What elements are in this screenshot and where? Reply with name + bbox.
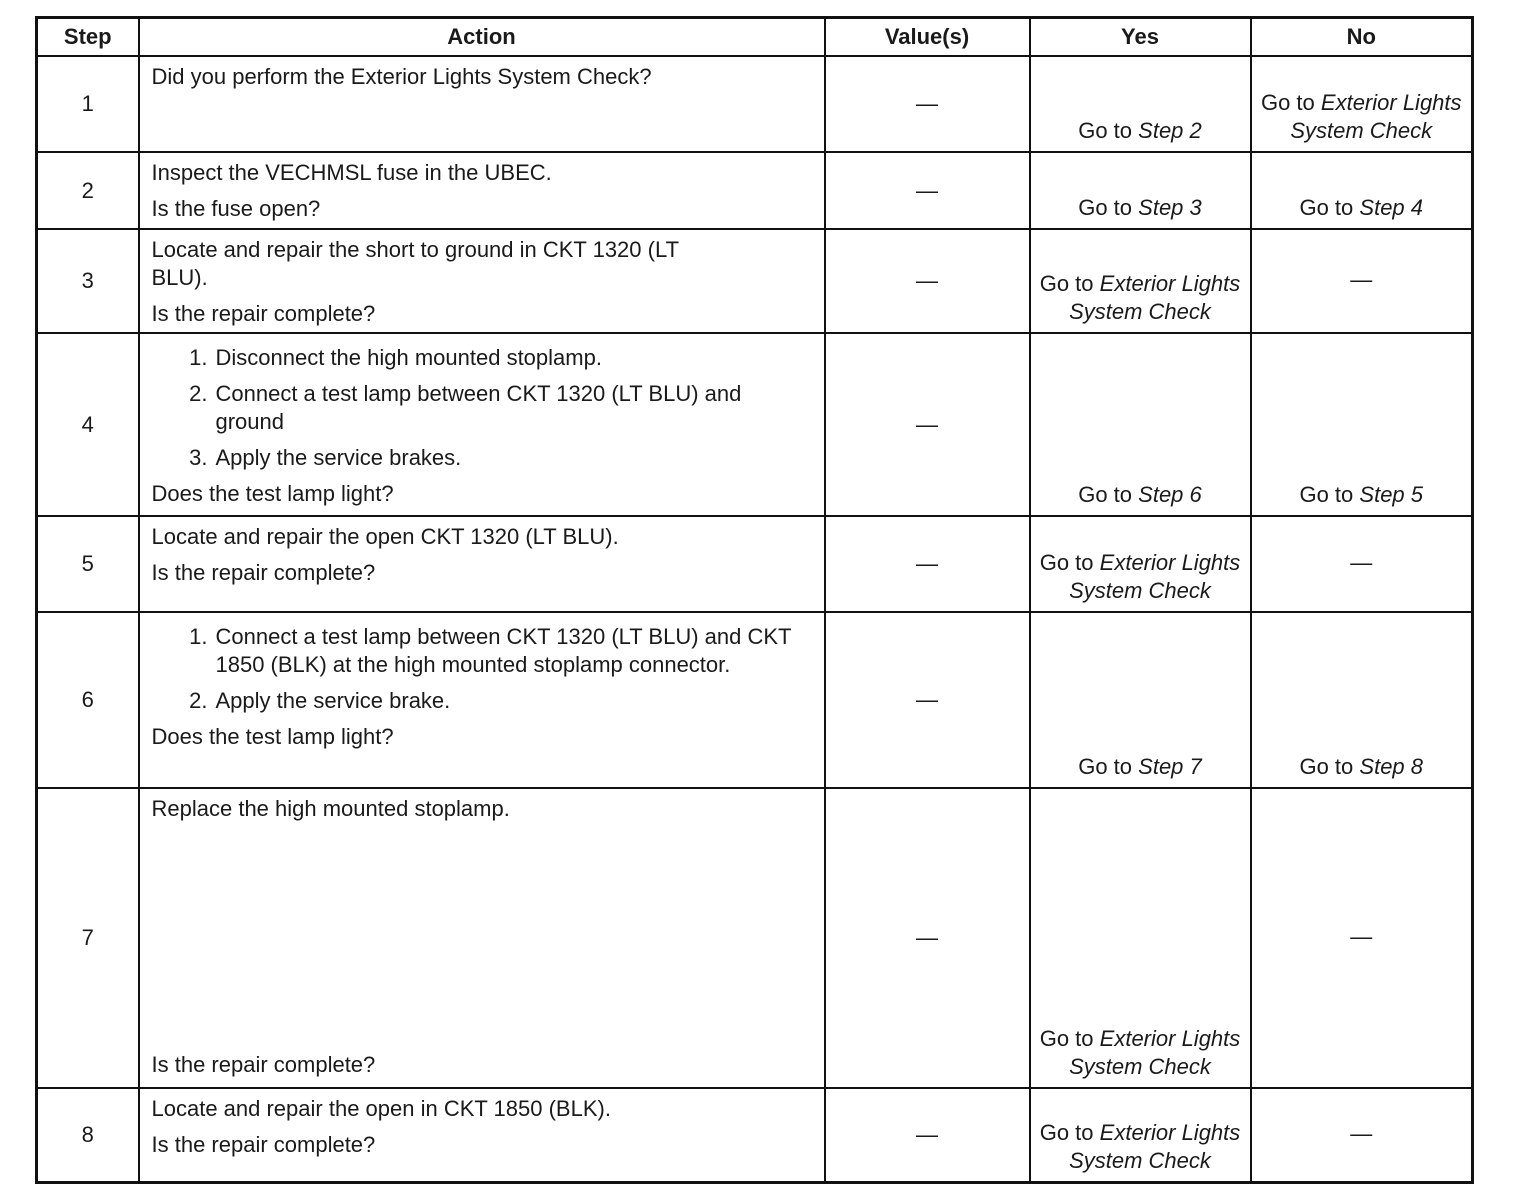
no-cell: —: [1251, 229, 1473, 333]
list-item: [152, 444, 812, 472]
list-item: [152, 623, 812, 679]
value-cell: —: [825, 152, 1030, 229]
diagnostic-table: [35, 16, 1474, 1184]
action-text: Locate and repair the open CKT 1320 (LT BLU).: [151, 524, 619, 549]
yes-cell: [1030, 229, 1251, 333]
list-item: [152, 380, 812, 436]
action-question: Does the test lamp light?: [151, 724, 394, 749]
value-cell: —: [825, 788, 1030, 1088]
list-item-text: Disconnect the high mounted stoplamp.: [215, 345, 602, 370]
value-cell: —: [825, 516, 1030, 612]
value-cell: —: [825, 333, 1030, 516]
table-row-step-8: [37, 1088, 1473, 1182]
action-text: Inspect the VECHMSL fuse in the UBEC.: [151, 160, 552, 185]
yes-cell: [1030, 516, 1251, 612]
yes-target-link[interactable]: Exterior Lights System Check: [1069, 271, 1241, 324]
list-item: [152, 344, 812, 372]
yes-target-link[interactable]: Step 7: [1138, 754, 1202, 779]
value-cell: —: [825, 229, 1030, 333]
step-number: 4: [37, 333, 139, 516]
list-item-text: Apply the service brake.: [215, 688, 451, 713]
list-item: [152, 687, 812, 715]
list-item-text: Connect a test lamp between CKT 1320 (LT BLU) and CKT 1850 (BLK) at the high mounted stoplamp connector.: [215, 624, 792, 677]
yes-cell: [1030, 56, 1251, 152]
yes-target-link[interactable]: Step 6: [1138, 482, 1202, 507]
yes-cell: [1030, 788, 1251, 1088]
yes-prefix: Go to: [1078, 195, 1133, 220]
yes-prefix: Go to: [1039, 271, 1094, 296]
instruction-list: [152, 344, 812, 472]
yes-prefix: Go to: [1039, 1026, 1094, 1051]
yes-target-link[interactable]: Step 3: [1138, 195, 1202, 220]
table-row-step-6: [37, 612, 1473, 788]
yes-prefix: Go to: [1078, 118, 1133, 143]
yes-cell: [1030, 612, 1251, 788]
action-cell: [139, 612, 825, 788]
header-no: No: [1251, 18, 1473, 57]
step-number: 6: [37, 612, 139, 788]
action-cell: [139, 229, 825, 333]
action-text: Did you perform the Exterior Lights System Check?: [151, 64, 652, 89]
no-target-link[interactable]: Step 8: [1359, 754, 1424, 779]
header-action: Action: [139, 18, 825, 57]
header-values: Value(s): [825, 18, 1030, 57]
list-item-number: 1.: [189, 345, 208, 370]
yes-prefix: Go to: [1039, 1119, 1094, 1145]
yes-prefix: Go to: [1078, 754, 1133, 779]
no-cell: —: [1251, 1088, 1473, 1182]
yes-prefix: Go to: [1078, 482, 1133, 507]
action-question: Is the repair complete?: [151, 1052, 376, 1077]
no-cell: [1251, 612, 1473, 788]
yes-prefix: Go to: [1039, 550, 1094, 575]
no-cell: [1251, 152, 1473, 229]
action-cell: [139, 788, 825, 1088]
list-item-number: 2.: [189, 688, 208, 713]
table-row-step-5: [37, 516, 1473, 612]
yes-target-link[interactable]: Step 2: [1138, 118, 1202, 143]
no-cell: [1251, 56, 1473, 152]
value-cell: —: [825, 612, 1030, 788]
action-cell: [139, 1088, 825, 1182]
step-number: 8: [37, 1088, 139, 1182]
list-item-number: 1.: [189, 624, 208, 649]
no-cell: —: [1251, 516, 1473, 612]
no-cell: —: [1251, 788, 1473, 1088]
action-text: Locate and repair the short to ground in CKT 1320 (LT BLU).: [151, 237, 679, 290]
yes-cell: [1030, 1088, 1251, 1182]
value-cell: —: [825, 56, 1030, 152]
step-number: 5: [37, 516, 139, 612]
action-question: Is the fuse open?: [151, 196, 321, 221]
no-target-link[interactable]: Step 5: [1359, 482, 1424, 507]
yes-cell: [1030, 333, 1251, 516]
yes-target-link[interactable]: Exterior Lights System Check: [1069, 1119, 1241, 1173]
action-question: Is the repair complete?: [151, 301, 376, 326]
header-yes: Yes: [1030, 18, 1251, 57]
no-target-link[interactable]: Step 4: [1359, 195, 1424, 220]
value-cell: —: [825, 1088, 1030, 1182]
no-prefix: Go to: [1299, 195, 1354, 220]
header-step: Step: [37, 18, 139, 57]
action-question: Is the repair complete?: [151, 560, 376, 585]
action-question: Does the test lamp light?: [151, 481, 394, 506]
action-cell: [139, 333, 825, 516]
action-text: Locate and repair the open in CKT 1850 (BLK).: [151, 1096, 611, 1121]
no-cell: [1251, 333, 1473, 516]
action-cell: [139, 152, 825, 229]
step-number: 3: [37, 229, 139, 333]
no-target-link[interactable]: Exterior Lights System Check: [1290, 90, 1462, 143]
table-row-step-1: [37, 56, 1473, 152]
table-row-step-2: [37, 152, 1473, 229]
list-item-number: 3.: [189, 445, 208, 470]
header-row: [37, 18, 1473, 57]
step-number: 1: [37, 56, 139, 152]
no-prefix: Go to: [1299, 754, 1354, 779]
action-cell: [139, 56, 825, 152]
no-prefix: Go to: [1260, 90, 1315, 115]
yes-cell: [1030, 152, 1251, 229]
instruction-list: [152, 623, 812, 715]
action-text: Replace the high mounted stoplamp.: [151, 796, 510, 821]
step-number: 7: [37, 788, 139, 1088]
action-cell: [139, 516, 825, 612]
table-row-step-3: [37, 229, 1473, 333]
list-item-text: Apply the service brakes.: [215, 445, 462, 470]
table-row-step-7: [37, 788, 1473, 1088]
no-prefix: Go to: [1299, 482, 1354, 507]
table-row-step-4: [37, 333, 1473, 516]
action-question: Is the repair complete?: [151, 1132, 376, 1157]
list-item-number: 2.: [189, 381, 208, 406]
step-number: 2: [37, 152, 139, 229]
yes-target-link[interactable]: Exterior Lights System Check: [1069, 550, 1241, 603]
yes-target-link[interactable]: Exterior Lights System Check: [1069, 1026, 1241, 1079]
list-item-text: Connect a test lamp between CKT 1320 (LT BLU) and ground: [215, 381, 742, 434]
